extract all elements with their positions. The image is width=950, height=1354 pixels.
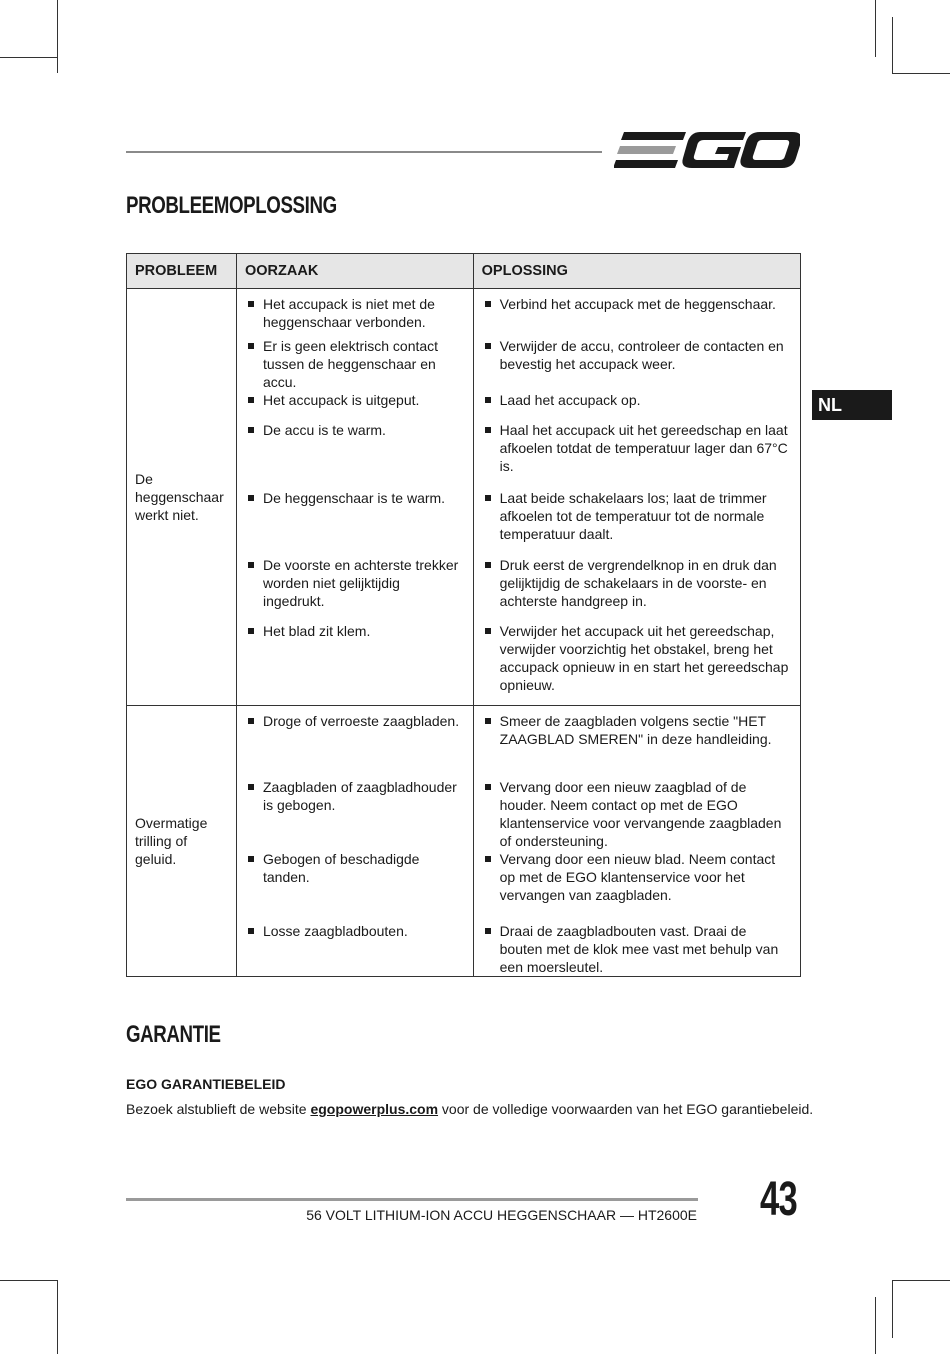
header-rule (126, 151, 602, 153)
warranty-text-before: Bezoek alstublieft de website (126, 1101, 311, 1117)
troubleshooting-title: PROBLEEMOPLOSSING (126, 192, 337, 219)
cause-text: Gebogen of beschadigde tanden. (245, 850, 465, 886)
crop-mark (892, 1280, 893, 1338)
warranty-subtitle: EGO GARANTIEBELEID (126, 1076, 286, 1092)
cause-text: De voorste en achterste trekker worden niet gelijktijdig ingedrukt. (245, 556, 465, 610)
problem-cell: Overmatige trilling of geluid. (127, 706, 237, 977)
solution-text: Draai de zaagbladbouten vast. Draai de bouten met de klok mee vast met behulp van een moersleutel. (482, 922, 792, 976)
warranty-text (126, 1101, 813, 1117)
solution-text: Druk eerst de vergrendelknop in en druk dan gelijktijdig de schakelaars in de voorste- en achterste handgreep in. (482, 556, 792, 610)
solution-text: Verwijder de accu, controleer de contacten en bevestig het accupack weer. (482, 337, 792, 373)
crop-mark (892, 17, 893, 73)
table-row (127, 289, 801, 337)
crop-mark (875, 0, 876, 57)
crop-mark (0, 1280, 57, 1281)
solution-text: Verbind het accupack met de heggenschaar. (482, 295, 792, 313)
warranty-website-link[interactable]: egopowerplus.com (310, 1101, 439, 1117)
solution-text: Haal het accupack uit het gereedschap en laat afkoelen totdat de temperatuur lager dan 67°C is. (482, 421, 792, 475)
page-number: 43 (760, 1173, 798, 1226)
header-cause: OORZAAK (236, 254, 473, 289)
troubleshooting-table (126, 253, 801, 977)
crop-mark (57, 1280, 58, 1354)
crop-mark (892, 1280, 950, 1281)
cause-text: De accu is te warm. (245, 421, 465, 439)
table-header-row (127, 254, 801, 289)
footer-rule (126, 1198, 698, 1201)
cause-text: Droge of verroeste zaagbladen. (245, 712, 465, 730)
solution-text: Laad het accupack op. (482, 391, 792, 409)
solution-text: Vervang door een nieuw zaagblad of de houder. Neem contact op met de EGO klantenservice voor vervangende zaagbladen of ondersteuning. (482, 778, 792, 850)
cause-text: Er is geen elektrisch contact tussen de heggenschaar en accu. (245, 337, 465, 391)
footer-product-name: 56 VOLT LITHIUM-ION ACCU HEGGENSCHAAR — HT2600E (306, 1207, 697, 1223)
problem-cell: De heggenschaar werkt niet. (127, 289, 237, 706)
header-problem: PROBLEEM (127, 254, 237, 289)
warranty-text-after: voor de volledige voorwaarden van het EGO garantiebeleid. (438, 1101, 814, 1117)
cause-text: Het accupack is niet met de heggenschaar verbonden. (245, 295, 465, 331)
solution-text: Laat beide schakelaars los; laat de trimmer afkoelen tot de temperatuur tot de normale temperatuur daalt. (482, 489, 792, 543)
solution-text: Vervang door een nieuw blad. Neem contact op met de EGO klantenservice voor het vervangen van zaagbladen. (482, 850, 792, 904)
crop-mark (875, 1297, 876, 1354)
cause-text: De heggenschaar is te warm. (245, 489, 465, 507)
cause-text: Het accupack is uitgeput. (245, 391, 465, 409)
table-row (127, 706, 801, 778)
solution-text: Verwijder het accupack uit het gereedschap, verwijder voorzichtig het obstakel, breng het accupack opnieuw in en start het gereedschap opnieuw. (482, 622, 792, 694)
solution-text: Smeer de zaagbladen volgens sectie "HET ZAAGBLAD SMEREN" in deze handleiding. (482, 712, 792, 748)
cause-text: Losse zaagbladbouten. (245, 922, 465, 940)
warranty-title: GARANTIE (126, 1021, 221, 1048)
crop-mark (892, 73, 950, 74)
cause-text: Het blad zit klem. (245, 622, 465, 640)
crop-mark (0, 57, 57, 58)
language-tab: NL (812, 390, 892, 420)
ego-logo (614, 128, 800, 172)
cause-text: Zaagbladen of zaagbladhouder is gebogen. (245, 778, 465, 814)
header-solution: OPLOSSING (473, 254, 800, 289)
crop-mark (57, 0, 58, 73)
